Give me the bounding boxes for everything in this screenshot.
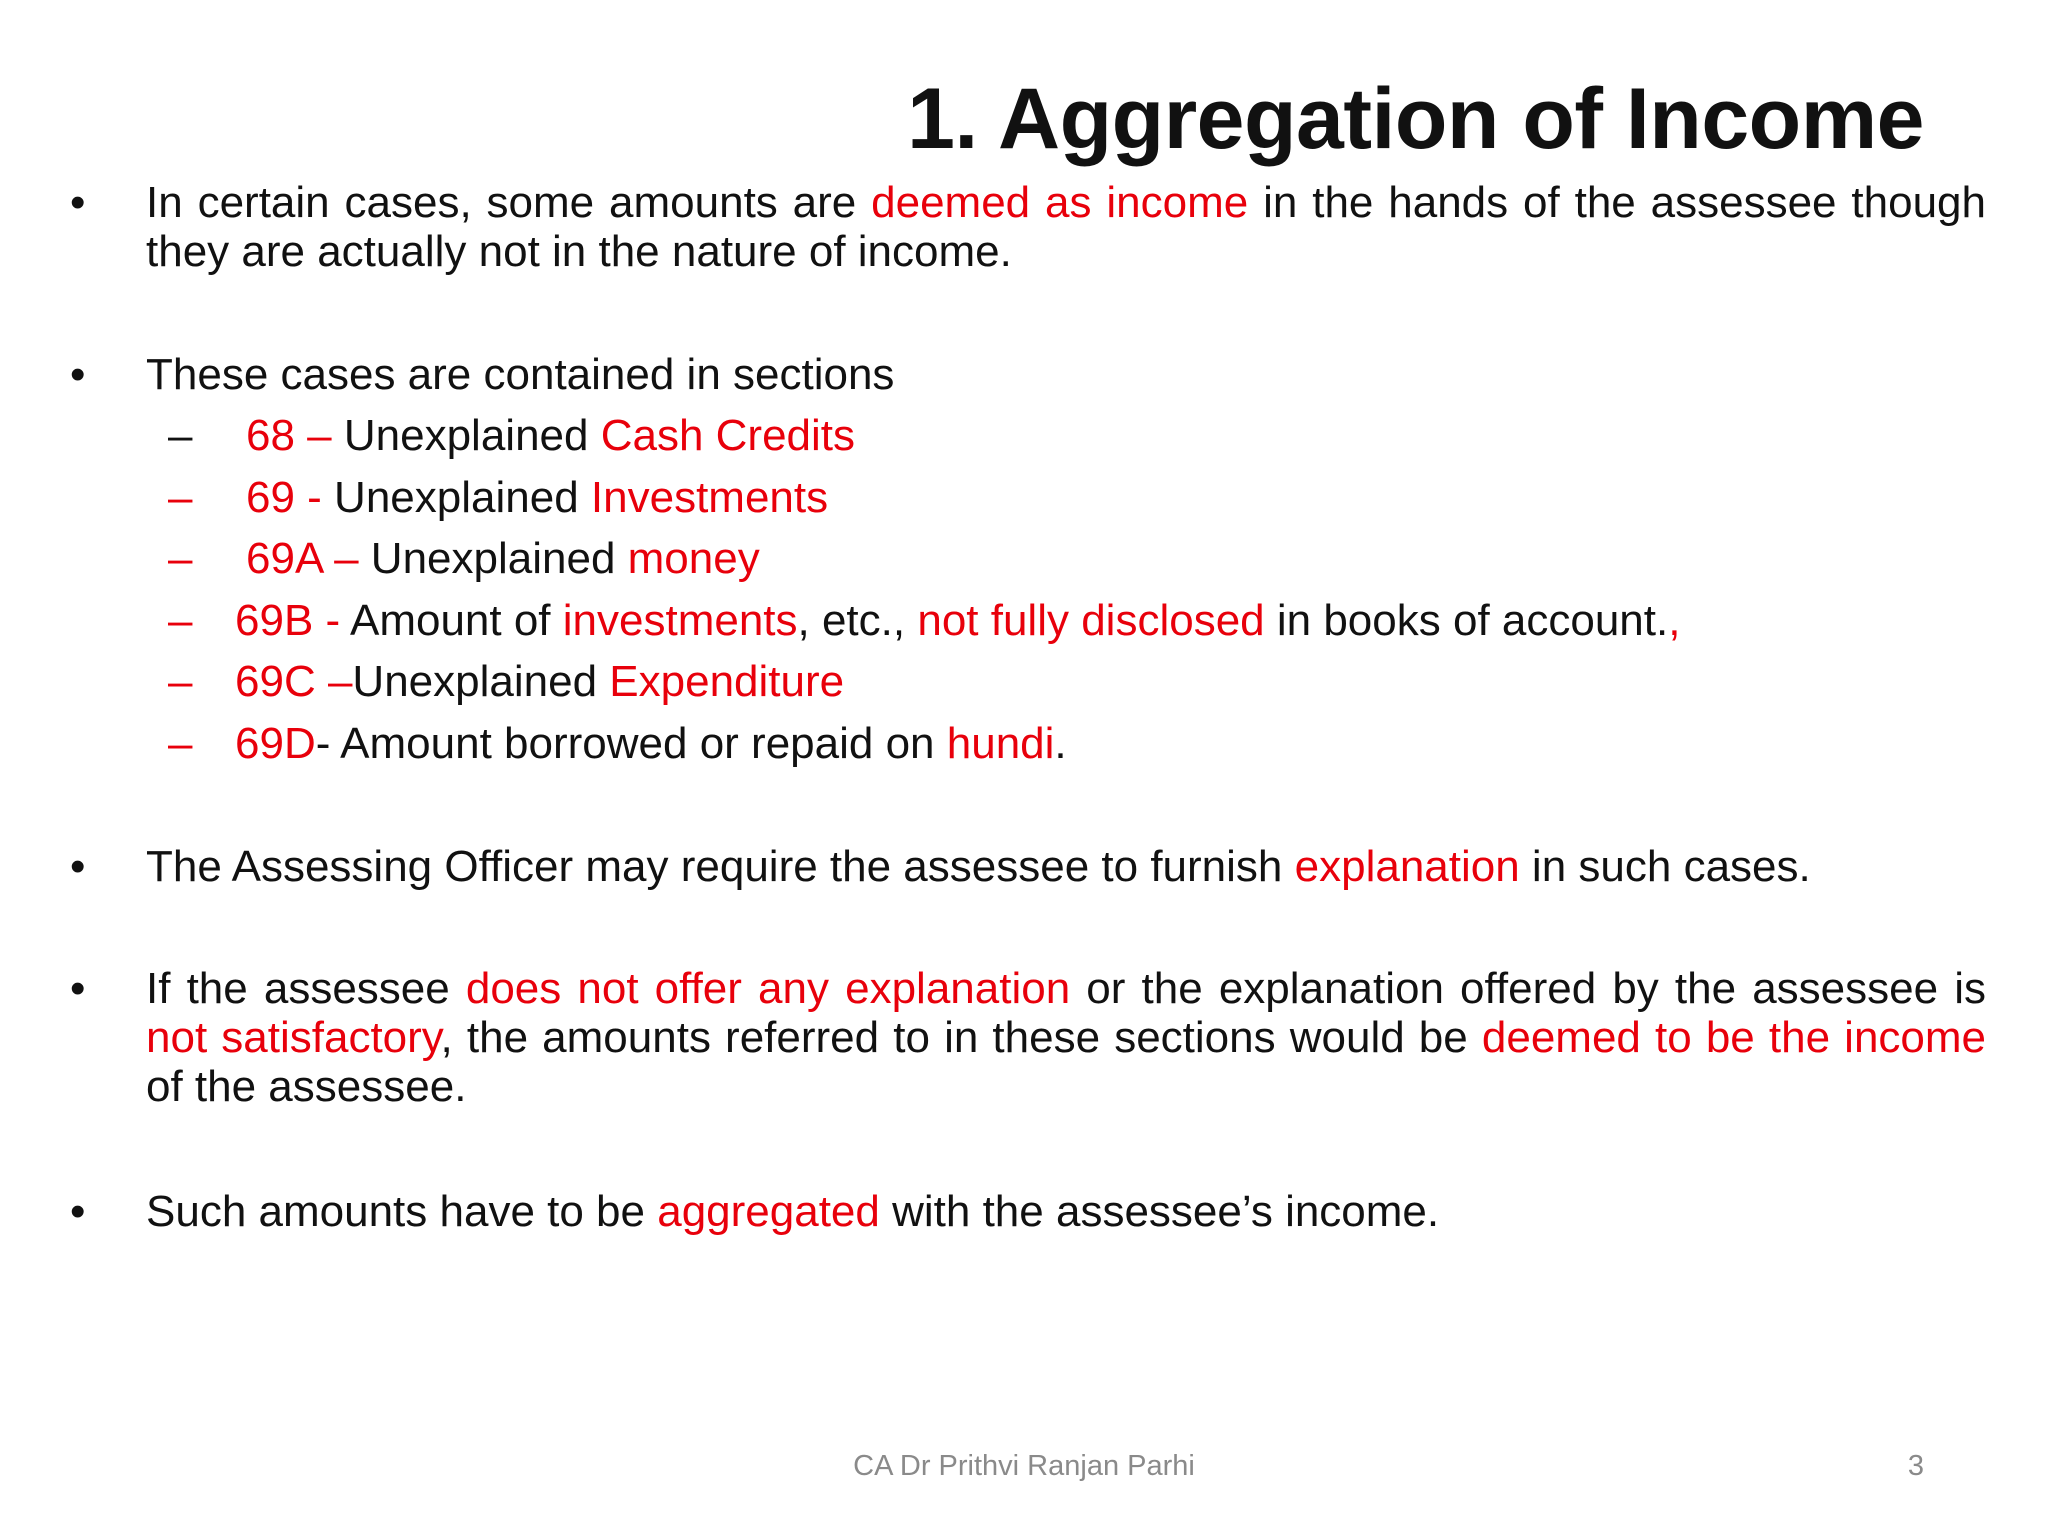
highlight-text: , <box>1668 596 1681 645</box>
page-number: 3 <box>1907 1450 1924 1482</box>
highlight-text: deemed as income <box>871 178 1249 227</box>
text-run: Such amounts have to be <box>146 1187 658 1236</box>
bullet-text <box>146 964 1986 1111</box>
highlight-text: deemed to be the income <box>1481 1013 1987 1062</box>
section-item-69 <box>0 468 2048 528</box>
text-run: in such cases. <box>1519 842 1811 891</box>
bullet-marker: • <box>70 964 86 1013</box>
text-run: , etc., <box>797 596 918 645</box>
text-run: In certain cases, some amounts are <box>146 178 872 227</box>
section-code: 69B - <box>235 596 341 645</box>
section-code: 69C – <box>235 657 353 706</box>
bullet-text <box>146 178 1986 276</box>
dash-marker: – <box>168 719 193 768</box>
footer-author: CA Dr Prithvi Ranjan Parhi <box>853 1450 1195 1482</box>
text-run: Unexplained <box>331 411 601 460</box>
text-run: , the amounts referred to in these sections would be <box>440 1013 1482 1062</box>
text-run: If the assessee <box>146 964 466 1013</box>
section-item-69a <box>0 529 2048 589</box>
highlight-text: Investments <box>590 473 829 522</box>
bullet-text <box>146 1187 1986 1236</box>
highlight-text: Expenditure <box>609 657 845 706</box>
text-run: or the explanation offered by the assessee is <box>1070 964 1986 1013</box>
highlight-text: investments <box>562 596 798 645</box>
bullet-marker: • <box>70 842 86 891</box>
highlight-text: not fully disclosed <box>917 596 1265 645</box>
highlight-text: Cash Credits <box>600 411 856 460</box>
text-run: - Amount borrowed or repaid on <box>315 719 947 768</box>
highlight-text: not satisfactory <box>146 1013 441 1062</box>
section-item-69b <box>0 591 2048 651</box>
text-run: in books of account. <box>1264 596 1669 645</box>
text-run: of the assessee. <box>146 1062 467 1111</box>
dash-marker: – <box>168 657 193 706</box>
section-item-69c <box>0 652 2048 712</box>
section-item-68 <box>0 406 2048 466</box>
section-item-69d <box>0 714 2048 774</box>
bullet-marker: • <box>70 178 86 227</box>
dash-marker: – <box>168 473 193 522</box>
section-code: 69A – <box>246 534 359 583</box>
text-run: Unexplained <box>352 657 610 706</box>
section-code: 68 – <box>246 411 332 460</box>
highlight-text: explanation <box>1294 842 1520 891</box>
bullet-text <box>146 842 1986 891</box>
dash-marker: – <box>168 534 193 583</box>
text-run: . <box>1054 719 1067 768</box>
text-run: Unexplained <box>358 534 628 583</box>
bullet-marker: • <box>70 1187 86 1236</box>
text-run: Unexplained <box>321 473 591 522</box>
highlight-text: does not offer any explanation <box>465 964 1071 1013</box>
highlight-text: hundi <box>946 719 1055 768</box>
bullet-text: These cases are contained in sections <box>146 350 895 399</box>
highlight-text: money <box>627 534 760 583</box>
bullet-marker: • <box>70 350 86 399</box>
dash-marker: – <box>168 596 193 645</box>
highlight-text: aggregated <box>657 1187 880 1236</box>
text-run: in the hands of the assessee though they are actually not in the nature of income. <box>146 178 1986 276</box>
slide-title: 1. Aggregation of Income <box>907 71 1924 167</box>
text-run: Amount of <box>340 596 563 645</box>
section-code: 69 - <box>246 473 322 522</box>
section-code: 69D <box>235 719 316 768</box>
text-run: with the assessee’s income. <box>879 1187 1440 1236</box>
text-run: The Assessing Officer may require the assessee to furnish <box>146 842 1295 891</box>
dash-marker: – <box>168 411 193 460</box>
